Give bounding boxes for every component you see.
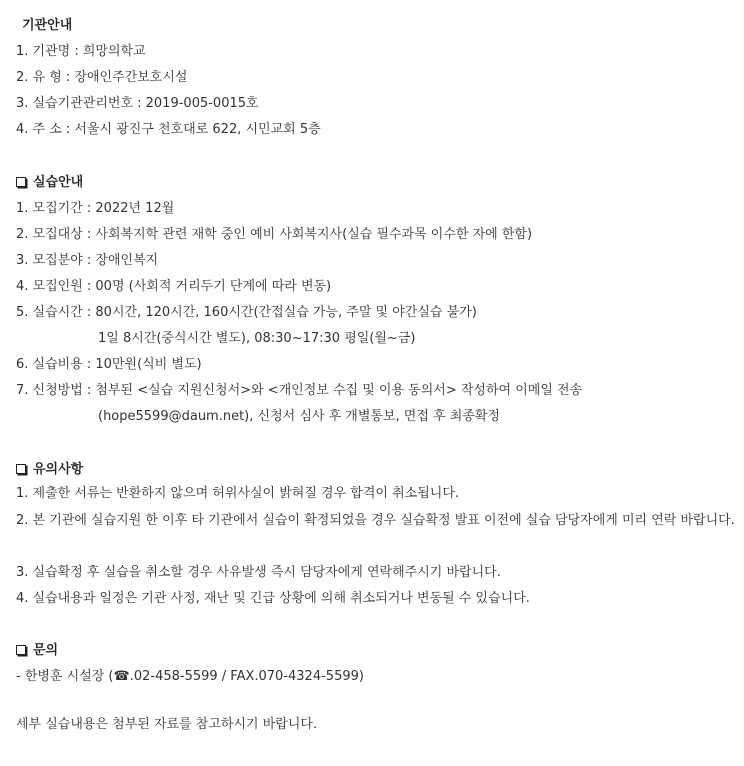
- contact-info: - 한병훈 시설장 (☎.02-458-5599 / FAX.070-4324-5599): [16, 669, 364, 684]
- note-item: 2. 본 기관에 실습지원 한 이후 타 기관에서 실습이 확정되었을 경우 실습확정 발표 이전에 실습 담당자에게 미리 연락 바랍니다.: [16, 513, 735, 528]
- section-heading-contact: [16, 641, 58, 661]
- practicum-period: 1. 모집기간 : 2022년 12월: [16, 201, 175, 216]
- section-title-notes: 유의사항: [33, 462, 84, 477]
- note-item: 1. 제출한 서류는 반환하지 않으며 허위사실이 밝혀질 경우 합격이 취소됩니다.: [16, 486, 460, 501]
- institution-type: 2. 유 형 : 장애인주간보호시설: [16, 70, 188, 85]
- checkbox-bullet-icon: [16, 645, 26, 655]
- section-title-institution: 기관안내: [22, 18, 73, 33]
- section-title-contact: 문의: [33, 643, 59, 658]
- practicum-apply-detail: (hope5599@daum.net), 신청서 심사 후 개별통보, 면접 후 최종확정: [98, 409, 500, 424]
- section-title-practicum: 실습안내: [33, 175, 84, 190]
- section-heading-practicum: [16, 173, 83, 193]
- note-item: 3. 실습확정 후 실습을 취소할 경우 사유발생 즉시 담당자에게 연락해주시기 바랍니다.: [16, 565, 501, 580]
- practicum-field: 3. 모집분야 : 장애인복지: [16, 253, 159, 268]
- note-item: 4. 실습내용과 일정은 기관 사정, 재난 및 긴급 상황에 의해 취소되거나 변동될 수 있습니다.: [16, 591, 530, 606]
- practicum-cost: 6. 실습비용 : 10만원(식비 별도): [16, 357, 202, 372]
- checkbox-bullet-icon: [16, 177, 26, 187]
- institution-address: 4. 주 소 : 서울시 광진구 천호대로 622, 시민교회 5층: [16, 122, 321, 137]
- practicum-headcount: 4. 모집인원 : 00명 (사회적 거리두기 단계에 따라 변동): [16, 279, 332, 294]
- institution-id: 3. 실습기관관리번호 : 2019-005-0015호: [16, 96, 259, 111]
- practicum-apply-method: 7. 신청방법 : 첨부된 <실습 지원신청서>와 <개인정보 수집 및 이용 동의서> 작성하여 이메일 전송: [16, 383, 583, 398]
- practicum-hours: 5. 실습시간 : 80시간, 120시간, 160시간(간접실습 가능, 주말 및 야간실습 불가): [16, 305, 477, 320]
- checkbox-bullet-icon: [16, 464, 26, 474]
- footer-note: 세부 실습내용은 첨부된 자료를 참고하시기 바랍니다.: [16, 717, 318, 732]
- institution-name: 1. 기관명 : 희망의학교: [16, 44, 146, 59]
- practicum-target: 2. 모집대상 : 사회복지학 관련 재학 중인 예비 사회복지사(실습 필수과목 이수한 자에 한함): [16, 227, 533, 242]
- practicum-hours-detail: 1일 8시간(중식시간 별도), 08:30~17:30 평일(월~금): [98, 331, 416, 346]
- section-heading-notes: [16, 460, 83, 480]
